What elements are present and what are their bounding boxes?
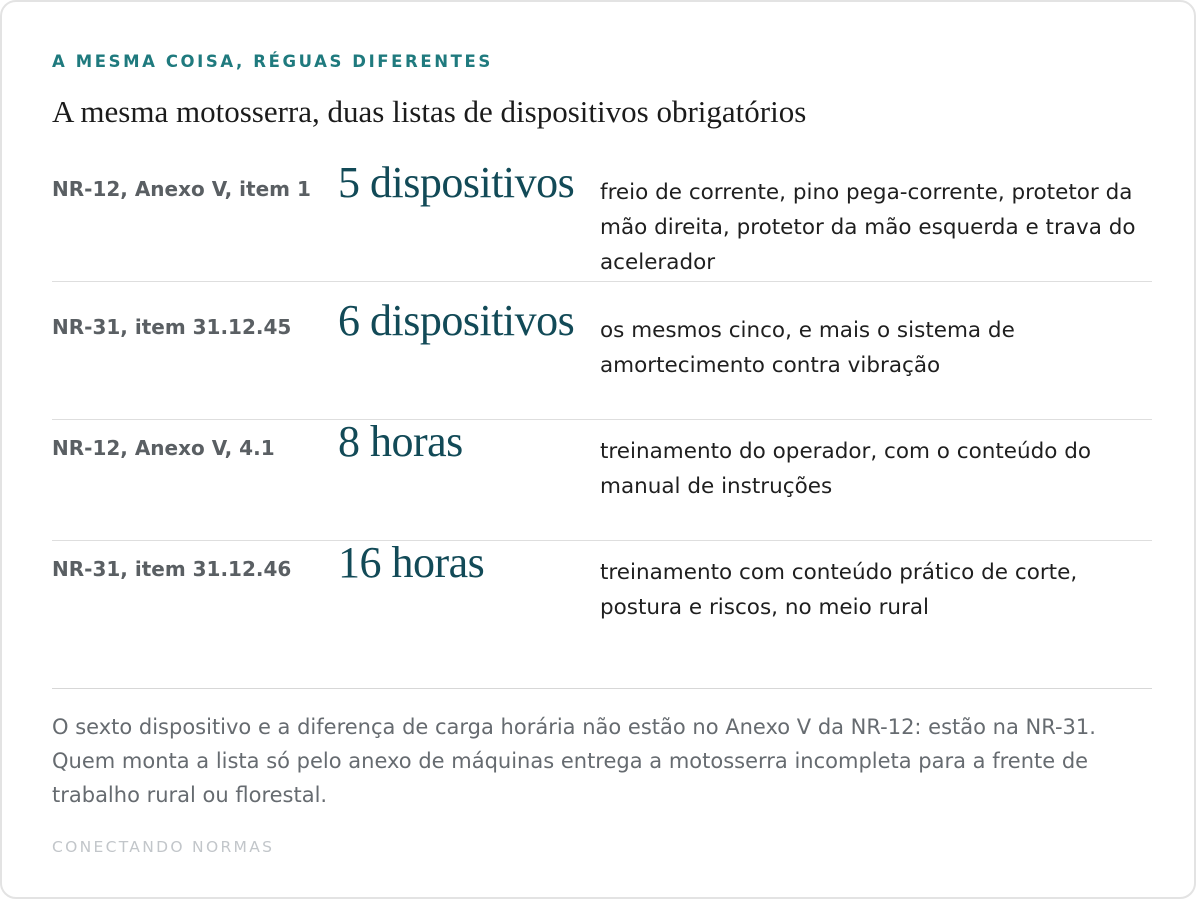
row-description: freio de corrente, pino pega-corrente, protetor da mão direita, protetor da mão esquerda e trava do acelerador xyxy=(600,180,1136,275)
row-value: 6 dispositivos xyxy=(338,296,575,345)
comparison-row xyxy=(52,158,1152,282)
card-title: A mesma motosserra, duas listas de dispositivos obrigatórios xyxy=(52,94,807,129)
row-value: 5 dispositivos xyxy=(338,158,575,207)
row-value: 8 horas xyxy=(338,417,463,466)
row-reference: NR-12, Anexo V, item 1 xyxy=(52,177,311,201)
section-divider xyxy=(52,688,1152,689)
comparison-row xyxy=(52,296,1152,420)
comparison-row xyxy=(52,417,1152,541)
footer-brand: CONECTANDO NORMAS xyxy=(52,838,275,856)
row-reference: NR-31, item 31.12.46 xyxy=(52,557,292,581)
row-reference: NR-31, item 31.12.45 xyxy=(52,315,292,339)
row-description: treinamento com conteúdo prático de corte, postura e riscos, no meio rural xyxy=(600,560,1078,620)
comparison-row xyxy=(52,538,1152,662)
row-description: os mesmos cinco, e mais o sistema de amortecimento contra vibração xyxy=(600,318,1015,378)
eyebrow-label: A MESMA COISA, RÉGUAS DIFERENTES xyxy=(52,52,493,71)
row-value: 16 horas xyxy=(338,538,485,587)
row-reference: NR-12, Anexo V, 4.1 xyxy=(52,436,275,460)
explanatory-note: O sexto dispositivo e a diferença de carga horária não estão no Anexo V da NR-12: estão na NR-31. Quem monta a lista só pelo anexo de máquinas entrega a motosserra incompleta para a frente de trabalho rural ou florestal. xyxy=(52,715,1096,807)
row-description: treinamento do operador, com o conteúdo do manual de instruções xyxy=(600,439,1092,499)
